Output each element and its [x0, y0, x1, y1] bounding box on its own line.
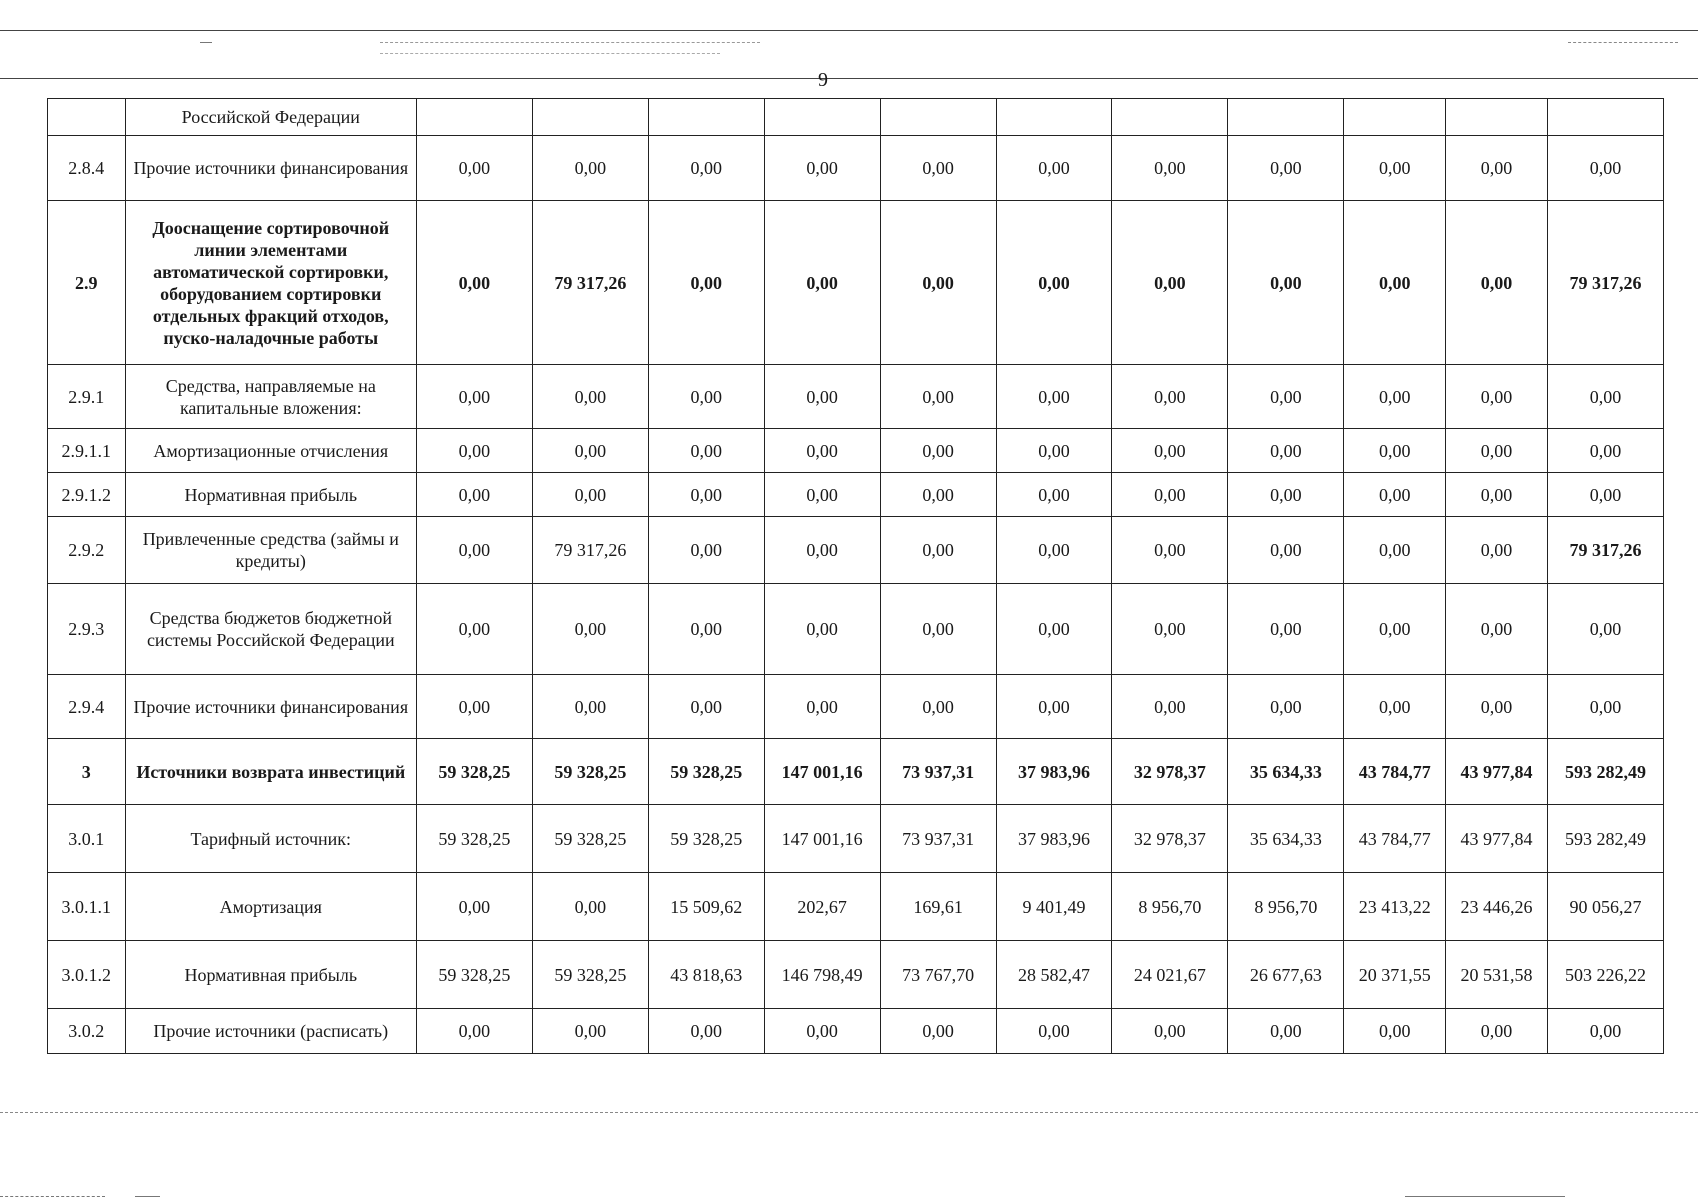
- row-name: Российской Федерации: [125, 99, 416, 136]
- value-cell: 0,00: [764, 473, 880, 517]
- value-cell: 0,00: [764, 365, 880, 429]
- scan-mark: [1568, 42, 1678, 43]
- row-code: 2.9.4: [48, 675, 126, 739]
- value-cell: 0,00: [416, 873, 532, 941]
- table-row: [48, 805, 1664, 873]
- value-cell: 0,00: [648, 517, 764, 584]
- row-code: 2.9.1.1: [48, 429, 126, 473]
- value-cell: 0,00: [1228, 473, 1344, 517]
- value-cell: 0,00: [764, 517, 880, 584]
- header-rule-top: [0, 30, 1698, 31]
- row-name: Средства, направляемые на капитальные вложения:: [125, 365, 416, 429]
- value-cell: 0,00: [416, 429, 532, 473]
- value-cell: 0,00: [1112, 136, 1228, 201]
- value-cell: 146 798,49: [764, 941, 880, 1009]
- value-cell: 0,00: [648, 365, 764, 429]
- value-cell: 0,00: [416, 473, 532, 517]
- value-cell: 0,00: [1446, 429, 1548, 473]
- value-cell: 0,00: [1344, 517, 1446, 584]
- scan-mark: [380, 53, 720, 54]
- value-cell: 0,00: [996, 201, 1112, 365]
- scan-mark: [135, 1196, 160, 1197]
- value-cell: 59 328,25: [532, 941, 648, 1009]
- value-cell: 0,00: [416, 517, 532, 584]
- row-code: 3.0.2: [48, 1009, 126, 1054]
- row-name: Средства бюджетов бюджетной системы Российской Федерации: [125, 584, 416, 675]
- value-cell: 0,00: [1344, 584, 1446, 675]
- value-cell: 0,00: [1344, 1009, 1446, 1054]
- value-cell: 0,00: [1547, 584, 1663, 675]
- value-cell: 90 056,27: [1547, 873, 1663, 941]
- value-cell: 32 978,37: [1112, 805, 1228, 873]
- value-cell: 593 282,49: [1547, 739, 1663, 805]
- value-cell: 0,00: [1228, 201, 1344, 365]
- value-cell: 0,00: [764, 675, 880, 739]
- value-cell: 0,00: [880, 1009, 996, 1054]
- value-cell: [880, 99, 996, 136]
- value-cell: 0,00: [532, 873, 648, 941]
- value-cell: 0,00: [1228, 1009, 1344, 1054]
- value-cell: 0,00: [416, 1009, 532, 1054]
- value-cell: 0,00: [648, 675, 764, 739]
- row-code: 2.8.4: [48, 136, 126, 201]
- row-name: Привлеченные средства (займы и кредиты): [125, 517, 416, 584]
- value-cell: 0,00: [880, 675, 996, 739]
- row-name: Амортизация: [125, 873, 416, 941]
- value-cell: 0,00: [1344, 201, 1446, 365]
- value-cell: [648, 99, 764, 136]
- value-cell: 59 328,25: [648, 739, 764, 805]
- value-cell: 37 983,96: [996, 805, 1112, 873]
- row-name: Источники возврата инвестиций: [125, 739, 416, 805]
- value-cell: 23 413,22: [1344, 873, 1446, 941]
- value-cell: 0,00: [1112, 1009, 1228, 1054]
- value-cell: 0,00: [1446, 473, 1548, 517]
- row-name: Нормативная прибыль: [125, 473, 416, 517]
- value-cell: 0,00: [996, 365, 1112, 429]
- value-cell: 0,00: [1228, 517, 1344, 584]
- value-cell: 79 317,26: [532, 517, 648, 584]
- value-cell: 0,00: [416, 675, 532, 739]
- row-name: Прочие источники (расписать): [125, 1009, 416, 1054]
- value-cell: 26 677,63: [1228, 941, 1344, 1009]
- value-cell: [764, 99, 880, 136]
- value-cell: 59 328,25: [532, 805, 648, 873]
- table-row: [48, 739, 1664, 805]
- row-code: 2.9.2: [48, 517, 126, 584]
- table-row: [48, 675, 1664, 739]
- value-cell: 169,61: [880, 873, 996, 941]
- value-cell: 0,00: [532, 584, 648, 675]
- value-cell: 0,00: [648, 473, 764, 517]
- value-cell: 0,00: [1228, 136, 1344, 201]
- scan-mark: [1405, 1196, 1565, 1197]
- value-cell: 79 317,26: [1547, 517, 1663, 584]
- value-cell: 43 818,63: [648, 941, 764, 1009]
- value-cell: [1446, 99, 1548, 136]
- value-cell: 503 226,22: [1547, 941, 1663, 1009]
- row-name: Тарифный источник:: [125, 805, 416, 873]
- value-cell: 0,00: [1446, 1009, 1548, 1054]
- value-cell: [1547, 99, 1663, 136]
- value-cell: 0,00: [996, 473, 1112, 517]
- value-cell: 59 328,25: [416, 739, 532, 805]
- table-row: [48, 941, 1664, 1009]
- value-cell: 0,00: [532, 429, 648, 473]
- value-cell: 0,00: [1446, 584, 1548, 675]
- value-cell: 0,00: [880, 365, 996, 429]
- value-cell: 79 317,26: [532, 201, 648, 365]
- table-row: [48, 99, 1664, 136]
- value-cell: 0,00: [1446, 201, 1548, 365]
- value-cell: 0,00: [1228, 584, 1344, 675]
- value-cell: 59 328,25: [416, 805, 532, 873]
- value-cell: 0,00: [1112, 429, 1228, 473]
- value-cell: 0,00: [1547, 136, 1663, 201]
- row-code: 3.0.1.1: [48, 873, 126, 941]
- value-cell: 0,00: [648, 1009, 764, 1054]
- value-cell: 0,00: [1112, 584, 1228, 675]
- table-row: [48, 365, 1664, 429]
- value-cell: 0,00: [1344, 675, 1446, 739]
- value-cell: 0,00: [880, 136, 996, 201]
- value-cell: 0,00: [648, 584, 764, 675]
- value-cell: 0,00: [1446, 365, 1548, 429]
- table-row: [48, 429, 1664, 473]
- value-cell: 0,00: [1228, 365, 1344, 429]
- value-cell: 0,00: [996, 584, 1112, 675]
- value-cell: 0,00: [880, 517, 996, 584]
- value-cell: 37 983,96: [996, 739, 1112, 805]
- value-cell: 0,00: [764, 584, 880, 675]
- row-code: 3.0.1.2: [48, 941, 126, 1009]
- value-cell: 0,00: [764, 136, 880, 201]
- value-cell: 24 021,67: [1112, 941, 1228, 1009]
- financing-table: [47, 98, 1664, 1054]
- value-cell: 8 956,70: [1228, 873, 1344, 941]
- value-cell: [1344, 99, 1446, 136]
- value-cell: 0,00: [532, 365, 648, 429]
- scan-mark: [380, 42, 760, 43]
- table-row: [48, 473, 1664, 517]
- value-cell: 0,00: [532, 1009, 648, 1054]
- table-row: [48, 584, 1664, 675]
- value-cell: 0,00: [1112, 675, 1228, 739]
- value-cell: 0,00: [1547, 473, 1663, 517]
- value-cell: 0,00: [1112, 473, 1228, 517]
- value-cell: 0,00: [880, 429, 996, 473]
- row-code: 2.9.3: [48, 584, 126, 675]
- value-cell: 0,00: [1228, 675, 1344, 739]
- value-cell: 0,00: [996, 1009, 1112, 1054]
- value-cell: 59 328,25: [416, 941, 532, 1009]
- value-cell: [1112, 99, 1228, 136]
- value-cell: 0,00: [880, 201, 996, 365]
- value-cell: 0,00: [532, 136, 648, 201]
- value-cell: 0,00: [532, 473, 648, 517]
- value-cell: 20 531,58: [1446, 941, 1548, 1009]
- value-cell: 202,67: [764, 873, 880, 941]
- value-cell: 0,00: [416, 136, 532, 201]
- value-cell: 73 937,31: [880, 805, 996, 873]
- value-cell: 59 328,25: [532, 739, 648, 805]
- value-cell: 0,00: [764, 1009, 880, 1054]
- value-cell: 43 784,77: [1344, 739, 1446, 805]
- scan-mark: [0, 1196, 105, 1197]
- value-cell: 0,00: [1344, 429, 1446, 473]
- value-cell: [996, 99, 1112, 136]
- value-cell: 0,00: [416, 365, 532, 429]
- value-cell: [1228, 99, 1344, 136]
- value-cell: 0,00: [1547, 429, 1663, 473]
- row-code: 3: [48, 739, 126, 805]
- row-code: 2.9.1.2: [48, 473, 126, 517]
- value-cell: 147 001,16: [764, 739, 880, 805]
- value-cell: 0,00: [1112, 365, 1228, 429]
- value-cell: 0,00: [1547, 675, 1663, 739]
- row-name: Дооснащение сортировочной линии элементами автоматической сортировки, оборудованием сортировки отдельных фракций отходов, пуско-наладочные работы: [125, 201, 416, 365]
- value-cell: 0,00: [416, 201, 532, 365]
- value-cell: 79 317,26: [1547, 201, 1663, 365]
- row-code: [48, 99, 126, 136]
- value-cell: 35 634,33: [1228, 739, 1344, 805]
- table-row: [48, 517, 1664, 584]
- value-cell: [532, 99, 648, 136]
- value-cell: 0,00: [1112, 201, 1228, 365]
- value-cell: 43 977,84: [1446, 739, 1548, 805]
- value-cell: 0,00: [1344, 473, 1446, 517]
- value-cell: 15 509,62: [648, 873, 764, 941]
- value-cell: 0,00: [880, 584, 996, 675]
- value-cell: 0,00: [996, 675, 1112, 739]
- value-cell: 0,00: [1547, 365, 1663, 429]
- value-cell: 0,00: [764, 201, 880, 365]
- value-cell: 0,00: [764, 429, 880, 473]
- value-cell: 0,00: [1446, 675, 1548, 739]
- value-cell: 23 446,26: [1446, 873, 1548, 941]
- value-cell: 0,00: [1446, 517, 1548, 584]
- value-cell: 0,00: [1446, 136, 1548, 201]
- value-cell: 0,00: [416, 584, 532, 675]
- value-cell: 0,00: [648, 201, 764, 365]
- value-cell: 0,00: [996, 429, 1112, 473]
- value-cell: 0,00: [1112, 517, 1228, 584]
- table-row: [48, 201, 1664, 365]
- value-cell: 0,00: [532, 675, 648, 739]
- value-cell: 59 328,25: [648, 805, 764, 873]
- row-code: 2.9.1: [48, 365, 126, 429]
- value-cell: 35 634,33: [1228, 805, 1344, 873]
- header-rule-bottom: [0, 78, 1698, 79]
- value-cell: 0,00: [1547, 1009, 1663, 1054]
- value-cell: 0,00: [1344, 365, 1446, 429]
- value-cell: 0,00: [880, 473, 996, 517]
- value-cell: 9 401,49: [996, 873, 1112, 941]
- value-cell: 28 582,47: [996, 941, 1112, 1009]
- value-cell: 43 977,84: [1446, 805, 1548, 873]
- table-row: [48, 1009, 1664, 1054]
- value-cell: 147 001,16: [764, 805, 880, 873]
- row-name: Прочие источники финансирования: [125, 675, 416, 739]
- value-cell: 0,00: [648, 429, 764, 473]
- value-cell: [416, 99, 532, 136]
- row-code: 2.9: [48, 201, 126, 365]
- value-cell: 43 784,77: [1344, 805, 1446, 873]
- value-cell: 593 282,49: [1547, 805, 1663, 873]
- value-cell: 0,00: [996, 136, 1112, 201]
- value-cell: 0,00: [1228, 429, 1344, 473]
- value-cell: 20 371,55: [1344, 941, 1446, 1009]
- row-code: 3.0.1: [48, 805, 126, 873]
- row-name: Амортизационные отчисления: [125, 429, 416, 473]
- scan-mark: [200, 42, 212, 43]
- value-cell: 0,00: [996, 517, 1112, 584]
- value-cell: 0,00: [1344, 136, 1446, 201]
- page-number: 9: [818, 69, 828, 91]
- value-cell: 73 937,31: [880, 739, 996, 805]
- table-row: [48, 136, 1664, 201]
- value-cell: 0,00: [648, 136, 764, 201]
- value-cell: 8 956,70: [1112, 873, 1228, 941]
- row-name: Нормативная прибыль: [125, 941, 416, 1009]
- footer-rule: [0, 1112, 1698, 1113]
- value-cell: 73 767,70: [880, 941, 996, 1009]
- value-cell: 32 978,37: [1112, 739, 1228, 805]
- row-name: Прочие источники финансирования: [125, 136, 416, 201]
- table-row: [48, 873, 1664, 941]
